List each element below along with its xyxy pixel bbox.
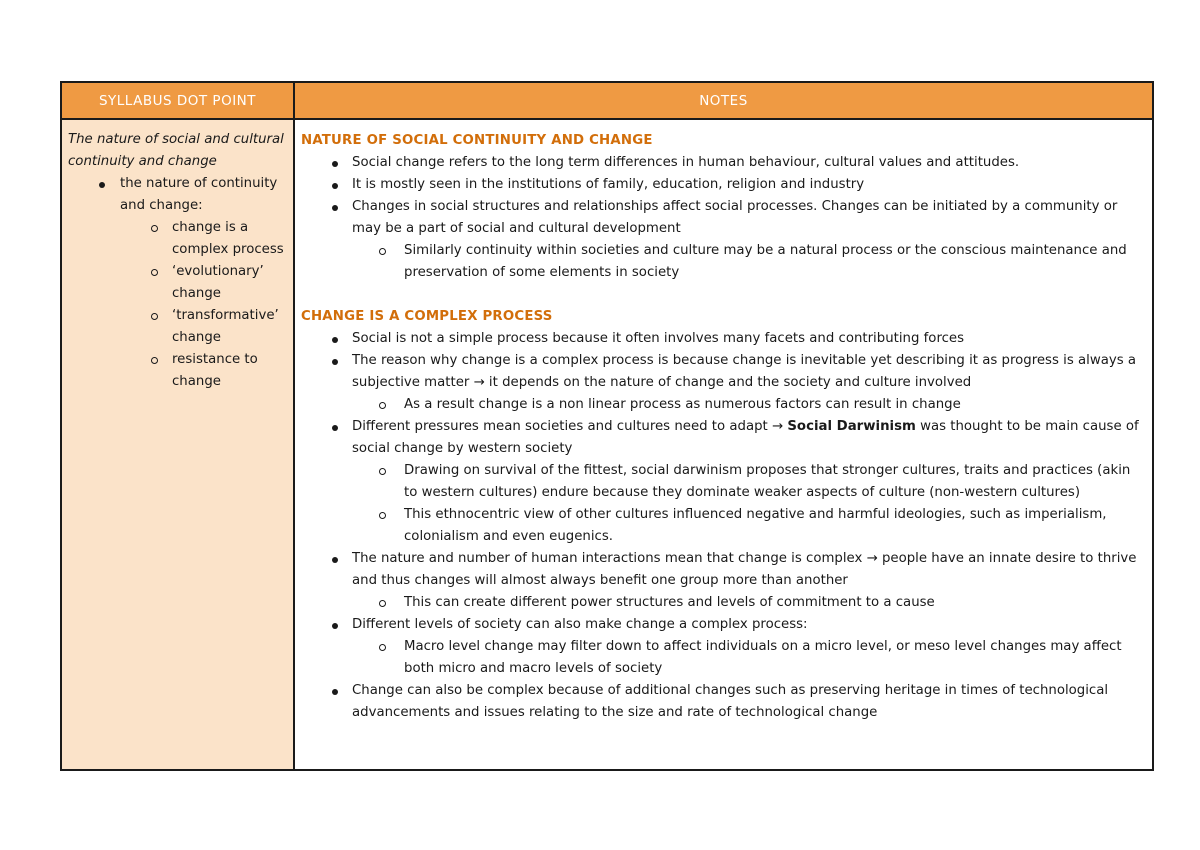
syllabus-subpoint: change is a complex process [120,217,287,261]
note-bullet [301,416,1146,548]
note-subbullet: Drawing on survival of the fittest, social darwinism proposes that stronger cultures, traits and practices (akin to western cultures) endure because they dominate weaker aspects of culture (non-western cultures) [352,460,1146,504]
note-bullet-text-pre: Different pressures mean societies and cultures need to adapt → [352,419,788,434]
note-bullet: It is mostly seen in the institutions of family, education, religion and industry [301,174,1146,196]
note-bullet: Social is not a simple process because it often involves many facets and contributing forces [301,328,1146,350]
note-subbullet: Similarly continuity within societies and culture may be a natural process or the conscious maintenance and preservation of some elements in society [352,240,1146,284]
note-sublist [352,636,1146,680]
syllabus-point-text: the nature of continuity and change: [120,176,278,213]
note-bullet-text: Changes in social structures and relationships affect social processes. Changes can be initiated by a community or may be a part of social and cultural development [352,199,1118,236]
syllabus-title: The nature of social and cultural continuity and change [68,132,284,169]
header-notes: NOTES [295,83,1152,120]
syllabus-cell [62,120,295,769]
syllabus-point [68,173,287,393]
note-bullet [301,614,1146,680]
header-syllabus-dot-point: SYLLABUS DOT POINT [62,83,295,120]
section1-list [301,152,1146,284]
note-sublist [352,240,1146,284]
note-bullet: Social change refers to the long term differences in human behaviour, cultural values and attitudes. [301,152,1146,174]
note-bullet [301,196,1146,284]
social-darwinism-term: Social Darwinism [787,419,916,434]
syllabus-subpoint: resistance to change [120,349,287,393]
syllabus-subpoint: ‘evolutionary’ change [120,261,287,305]
note-bullet-text: The reason why change is a complex process is because change is inevitable yet describing it as progress is always a subjective matter → it depends on the nature of change and the society and culture involved [352,353,1137,390]
section2-list [301,328,1146,724]
note-bullet-text: Different levels of society can also make change a complex process: [352,617,808,632]
note-subbullet: Macro level change may filter down to affect individuals on a micro level, or meso level changes may affect both micro and macro levels of society [352,636,1146,680]
notes-table [60,81,1154,771]
note-bullet-text-post: was thought to be main cause of social change by western society [352,419,1139,456]
syllabus-subpoint-list [68,217,287,393]
note-bullet-text: The nature and number of human interactions mean that change is complex → people have an innate desire to thrive and thus changes will almost always benefit one group more than another [352,551,1137,588]
notes-cell [295,120,1152,769]
syllabus-list [68,173,287,393]
note-sublist [352,394,1146,416]
note-bullet [301,548,1146,614]
note-sublist [352,460,1146,548]
note-bullet [301,350,1146,416]
note-bullet: Change can also be complex because of additional changes such as preserving heritage in times of technological advancements and issues relating to the size and rate of technological change [301,680,1146,724]
syllabus-subpoint: ‘transformative’ change [120,305,287,349]
note-sublist [352,592,1146,614]
section-title-complex-process: CHANGE IS A COMPLEX PROCESS [301,309,553,324]
note-subbullet: As a result change is a non linear process as numerous factors can result in change [352,394,1146,416]
section-spacer [301,284,1146,306]
section-title-nature: NATURE OF SOCIAL CONTINUITY AND CHANGE [301,133,653,148]
note-subbullet: This can create different power structures and levels of commitment to a cause [352,592,1146,614]
note-subbullet: This ethnocentric view of other cultures influenced negative and harmful ideologies, such as imperialism, colonialism and even eugenics. [352,504,1146,548]
